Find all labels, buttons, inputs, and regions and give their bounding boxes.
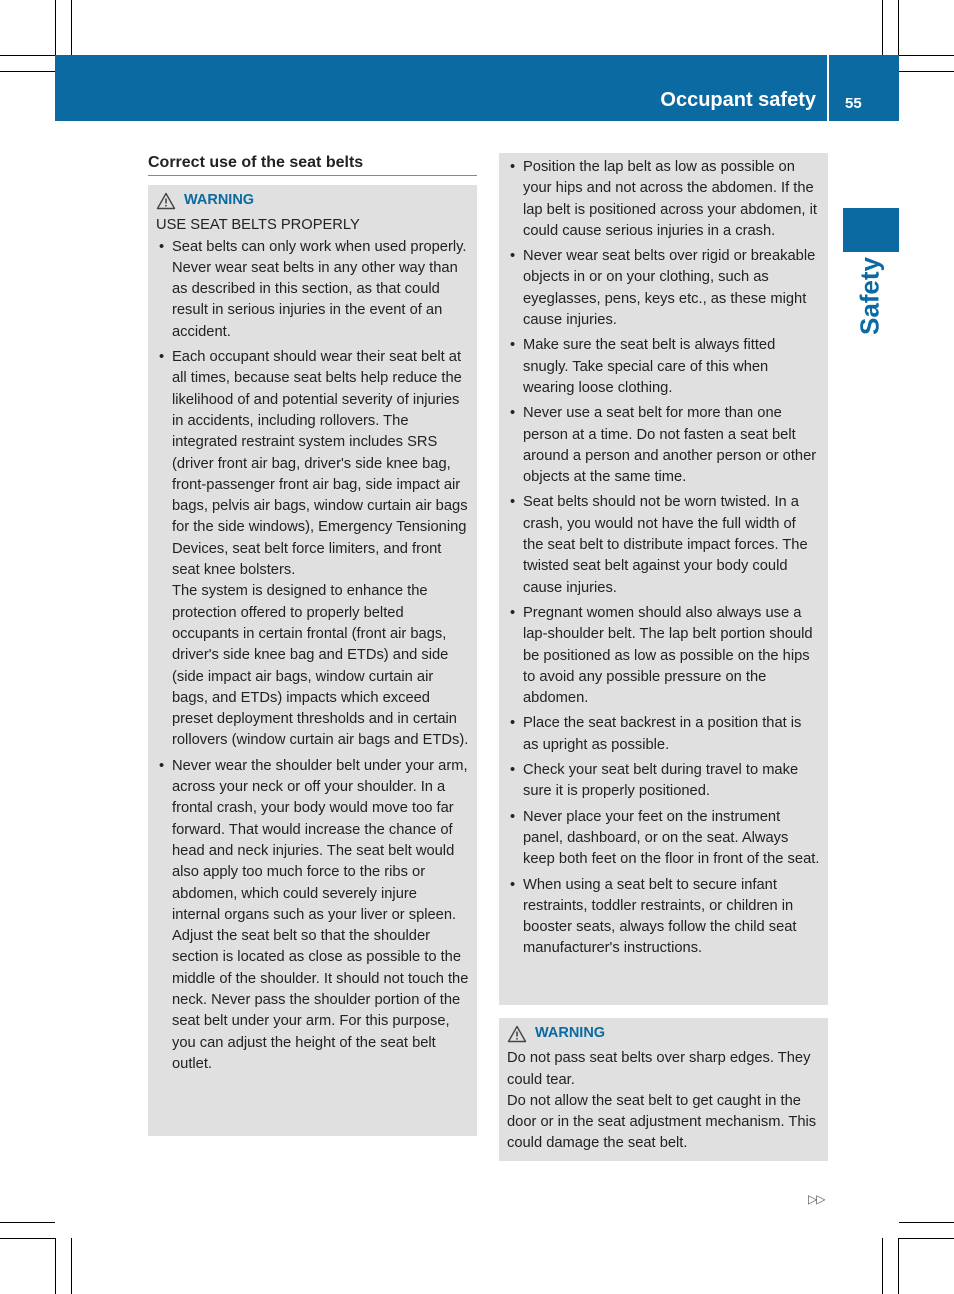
crop-mark: [71, 0, 72, 55]
crop-mark: [899, 55, 954, 56]
section-heading: Correct use of the seat belts: [148, 154, 477, 176]
header-separator: [827, 55, 829, 121]
list-item: [156, 756, 469, 1075]
list-item: • Place the seat backrest in a position that is as upright as possible.: [507, 713, 820, 756]
crop-mark: [0, 1238, 55, 1239]
list-item: • Make sure the seat belt is always fitted snugly. Take special care of this when wearing loose clothing.: [507, 335, 820, 399]
crop-mark: [0, 1222, 55, 1223]
continue-arrow-icon: ▷▷: [808, 1192, 825, 1206]
list-item: • Never wear seat belts over rigid or breakable objects in or on your clothing, such as eyeglasses, pens, keys etc., as these might cause injuries.: [507, 246, 820, 331]
warning-header: [156, 190, 469, 211]
list-item: [156, 347, 469, 752]
crop-mark: [0, 55, 55, 56]
warning-triangle-icon: [156, 192, 176, 210]
list-item-text: Never wear the shoulder belt under your arm, across your neck or off your shoulder. In a frontal crash, your body would move too far forward. That would increase the chance of head and neck injuries. The seat belt would also apply too much force to the ribs or abdomen, which could severely injure internal organs such as your liver or spleen.: [172, 757, 468, 923]
list-item: • Seat belts should not be worn twisted. In a crash, you would not have the full width of the seat belt to distribute impact forces. The twisted seat belt against your body could cause injuries.: [507, 492, 820, 598]
seatbelt-rules-list: [507, 157, 820, 960]
list-item: • Position the lap belt as low as possible on your hips and not across the abdomen. If the lap belt is positioned across your abdomen, it could cause serious injuries in a crash.: [507, 157, 820, 242]
crop-mark: [899, 1238, 954, 1239]
warning-label: WARNING: [184, 192, 255, 208]
list-subparagraph: The system is designed to enhance the protection offered to properly belted occupants in certain frontal (front air bags, driver's side knee bag and ETDs) and side (side impact air bags, window curtain air bags, and ETDs) impacts which exceed preset deployment thresholds and in certain rollovers (window curtain air bags and ETDs).: [172, 583, 469, 749]
list-item-text: Each occupant should wear their seat belt at all times, because seat belts help reduce the likelihood of and potential severity of injuries in accidents, including rollovers. The integrated restraint system includes SRS (driver front air bag, driver's side knee bag, front-passenger front air bag, side impact air bags, pelvis air bags, window curtain air bags for the side windows), Emergency Tensioning Devices, seat belt force limiters, and front seat knee bolsters.: [172, 349, 468, 579]
warning-label: WARNING: [535, 1025, 606, 1041]
crop-mark: [882, 1238, 883, 1294]
side-tab-marker: [843, 208, 899, 252]
warning-paragraph: Do not allow the seat belt to get caught in the door or in the seat adjustment mechanism. This could damage the seat belt.: [507, 1092, 817, 1152]
crop-mark: [899, 1222, 954, 1223]
warning-paragraph: Do not pass seat belts over sharp edges. They could tear.: [507, 1050, 811, 1088]
crop-mark: [55, 1238, 56, 1294]
list-item: • Pregnant women should also always use a lap-shoulder belt. The lap belt portion should be positioned as low as possible on the hips to avoid any possible pressure on the abdomen.: [507, 603, 820, 709]
warning-box: [148, 185, 477, 1136]
page-title: Occupant safety: [660, 89, 816, 111]
crop-mark: [899, 71, 954, 72]
list-item: • Never place your feet on the instrument panel, dashboard, or on the seat. Always keep both feet on the floor in front of the seat.: [507, 807, 820, 871]
list-item: • When using a seat belt to secure infant restraints, toddler restraints, or children in booster seats, always follow the child seat manufacturer's instructions.: [507, 875, 820, 960]
list-item: • Seat belts can only work when used properly. Never wear seat belts in any other way than as described in this section, as that could result in serious injuries in the event of an accident.: [156, 237, 469, 343]
crop-mark: [898, 0, 899, 55]
side-tab-label: Safety: [854, 256, 885, 336]
warning-box: [499, 1018, 828, 1161]
info-list-box: [499, 153, 828, 1005]
crop-mark: [882, 0, 883, 55]
warning-triangle-icon: [507, 1025, 527, 1043]
warning-list: [156, 237, 469, 1076]
list-item: • Never use a seat belt for more than one person at a time. Do not fasten a seat belt around a person and another person or other objects at the same time.: [507, 403, 820, 488]
page-number: 55: [845, 95, 862, 112]
list-item: • Check your seat belt during travel to make sure it is properly positioned.: [507, 760, 820, 803]
crop-mark: [0, 71, 55, 72]
warning-subtitle: USE SEAT BELTS PROPERLY: [156, 217, 360, 234]
crop-mark: [55, 0, 56, 55]
crop-mark: [898, 1238, 899, 1294]
list-subparagraph: Adjust the seat belt so that the shoulder section is located as close as possible to the middle of the shoulder. It should not touch the neck. Never pass the shoulder portion of the seat belt under your arm. For this purpose, you can adjust the height of the seat belt outlet.: [172, 928, 469, 1072]
warning-header: [507, 1023, 820, 1044]
crop-mark: [71, 1238, 72, 1294]
